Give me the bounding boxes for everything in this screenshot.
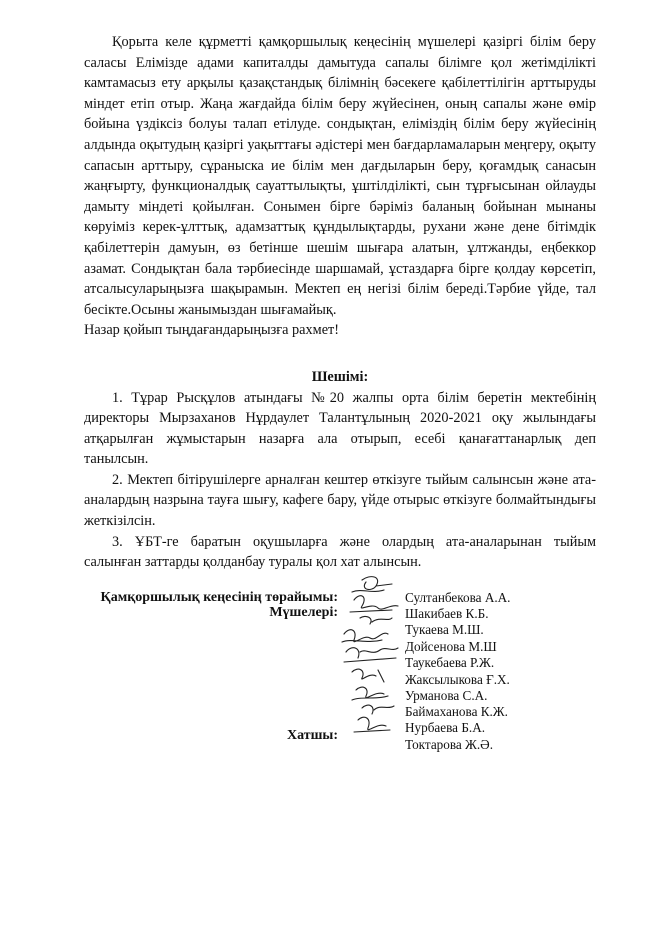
member-name: Султанбекова А.А. bbox=[405, 590, 511, 605]
intro-paragraph: Қорыта келе құрметті қамқоршылық кеңесінің мүшелері қазіргі білім беру саласы Елімізде адами капиталды дамытуда сапалы білімге қол жетімділікті камтамасыз ету арқылы қазақстандық білімнің бәсекеге қабілеттілігін арттыруды міндет етіп отыр. Жаңа жағдайда білім беру жүйесінен, оның сапалы және өмір бойына үздіксіз болуы талап етілуде. сондықтан, еліміздің білім беру жүйесінің алдында оқытудың қазіргі уақыттағы әдістері мен бағдарламаларын меңгеру, оқыту сапасын арттыру, сұраныска ие білім мен дағдыларын беру, қоғамдық санасын жаңғырту, функционалдық сауаттылықты, ұштілдiлiктi, сын тұрғысынан ойлауды дамыту міндеті қойылған. Сонымен бірге бәріміз баланың бойынан мынаны көруіміз керек-ұлттық, адамзаттық құндылықтарды, рухани және дене бітімдік қабілеттерін дамуын, өз бетінше шешім шығара алатын, ұлтжанды, еңбеккор азамат. Сондықтан бала тәрбиесінде шаршамай, ұстаздарға бірге қолдау көрсетіп, атсалысуларыңызға шақырамын. Мектеп ең негізі білім береді.Тәрбие үйде, тал бесікте.Осыны жанымыздан шығамайық. bbox=[84, 34, 596, 318]
member-name: Таукебаева Р.Ж. bbox=[405, 655, 495, 670]
member-name: Тукаева М.Ш. bbox=[405, 622, 484, 637]
decision-heading: Шешімі: bbox=[311, 368, 369, 385]
member-name: Нурбаева Б.А. bbox=[405, 720, 486, 735]
members-label: Мүшелері: bbox=[269, 605, 338, 620]
member-name: Баймаханова К.Ж. bbox=[405, 704, 508, 719]
decision-item-3: 3. ҰБТ-ге баратын оқушыларға және олардың ата-аналарынан тыйым салынған заттарды қолданбау туралы қол хат алынсын. bbox=[84, 533, 596, 571]
handwritten-signatures bbox=[332, 572, 412, 742]
chair-label: Қамқоршылық кеңесінің төрайымы: bbox=[100, 590, 338, 605]
member-name: Жаксылыкова Ғ.Х. bbox=[405, 672, 510, 687]
member-name: Дойсенова М.Ш bbox=[405, 639, 497, 654]
thanks-line: Назар қойып тыңдағандарыңызға рахмет! bbox=[84, 322, 340, 339]
member-name: Урманова С.А. bbox=[405, 688, 488, 703]
document-body bbox=[84, 32, 596, 573]
member-name: Шакибаев К.Б. bbox=[405, 606, 489, 621]
decision-item-2: 2. Мектеп бітірушілерге арналған кештер өткізуге тыйым салынсын және ата-аналардың назрына тауға шығу, кафеге бару, үйде отырыс өткізуге болмайтындығы жеткізілсін. bbox=[84, 471, 596, 530]
decision-item-1: 1. Тұрар Рысқұлов атындағы №20 жалпы орта білім беретін мектебінің директоры Мырзаханов Нұрдаулет Талантұлының 2020-2021 оқу жылындағы атқарылған жұмыстарын назарға ала отырып, есебі қанағаттанарлық деп танылсын. bbox=[84, 389, 596, 468]
secretary-name: Токтарова Ж.Ә. bbox=[405, 737, 493, 752]
secretary-label: Хатшы: bbox=[286, 728, 338, 743]
